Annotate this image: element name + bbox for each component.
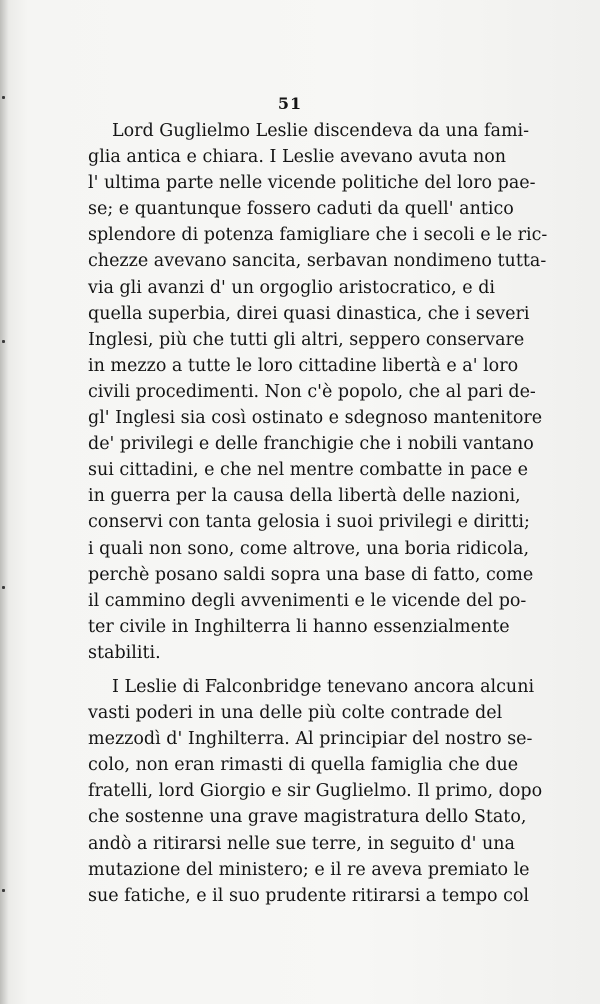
text-line: in guerra per la causa della libertà delle nazioni, — [88, 486, 521, 507]
paragraph-1 — [88, 118, 548, 666]
text-line: splendore di potenza famigliare che i secoli e le ric- — [88, 225, 548, 246]
text-line: se; e quantunque fossero caduti da quell' antico — [88, 199, 514, 220]
body-text — [88, 118, 548, 909]
text-line: il cammino degli avvenimenti e le vicende del po- — [88, 590, 527, 611]
text-line: colo, non eran rimasti di quella famiglia che due — [88, 755, 519, 776]
text-line: mutazione del ministero; e il re aveva premiato le — [88, 859, 530, 880]
text-line: stabiliti. — [88, 642, 161, 663]
text-line: via gli avanzi d' un orgoglio aristocratico, e di — [88, 277, 496, 298]
text-line: quella superbia, direi quasi dinastica, che i severi — [88, 303, 530, 324]
text-line: ter civile in Inghilterra li hanno essenzialmente — [88, 616, 510, 637]
text-line: conservi con tanta gelosia i suoi privilegi e diritti; — [88, 512, 530, 533]
text-line: Lord Guglielmo Leslie discendeva da una fami- — [112, 121, 530, 141]
text-line: i quali non sono, come altrove, una boria ridicola, — [88, 538, 530, 559]
text-line: l' ultima parte nelle vicende politiche del loro pae- — [88, 173, 536, 194]
page-number: 51 — [277, 94, 303, 113]
edge-speck — [2, 340, 5, 343]
text-line: fratelli, lord Giorgio e sir Guglielmo. Il primo, dopo — [88, 781, 543, 802]
text-line: glia antica e chiara. I Leslie avevano avuta non — [88, 147, 507, 168]
text-line: I Leslie di Falconbridge tenevano ancora alcuni — [112, 676, 535, 697]
text-line: che sostenne una grave magistratura dello Stato, — [88, 807, 527, 828]
text-line: perchè posano saldi sopra una base di fatto, come — [88, 564, 534, 585]
edge-speck — [2, 889, 5, 892]
text-line: chezze avevano sancita, serbavan nondimeno tutta- — [88, 251, 547, 272]
edge-speck — [2, 96, 5, 99]
page-binding-edge — [0, 0, 8, 1004]
paragraph-2 — [88, 674, 543, 909]
text-line: andò a ritirarsi nelle sue terre, in seguito d' una — [88, 833, 515, 854]
text-line: civili procedimenti. Non c'è popolo, che al pari de- — [88, 381, 536, 402]
edge-speck — [2, 586, 5, 589]
text-line: mezzodì d' Inghilterra. Al principiar del nostro se- — [88, 729, 533, 750]
text-line: vasti poderi in una delle più colte contrade del — [88, 703, 503, 724]
text-line: sui cittadini, e che nel mentre combatte in pace e — [88, 460, 529, 481]
text-line: in mezzo a tutte le loro cittadine libertà e a' loro — [88, 355, 519, 376]
text-line: Inglesi, più che tutti gli altri, seppero conservare — [88, 329, 525, 350]
text-line: gl' Inglesi sia così ostinato e sdegnoso mantenitore — [88, 408, 543, 429]
text-line: sue fatiche, e il suo prudente ritirarsi a tempo col — [88, 885, 530, 906]
text-line: de' privilegi e delle franchigie che i nobili vantano — [88, 434, 534, 455]
